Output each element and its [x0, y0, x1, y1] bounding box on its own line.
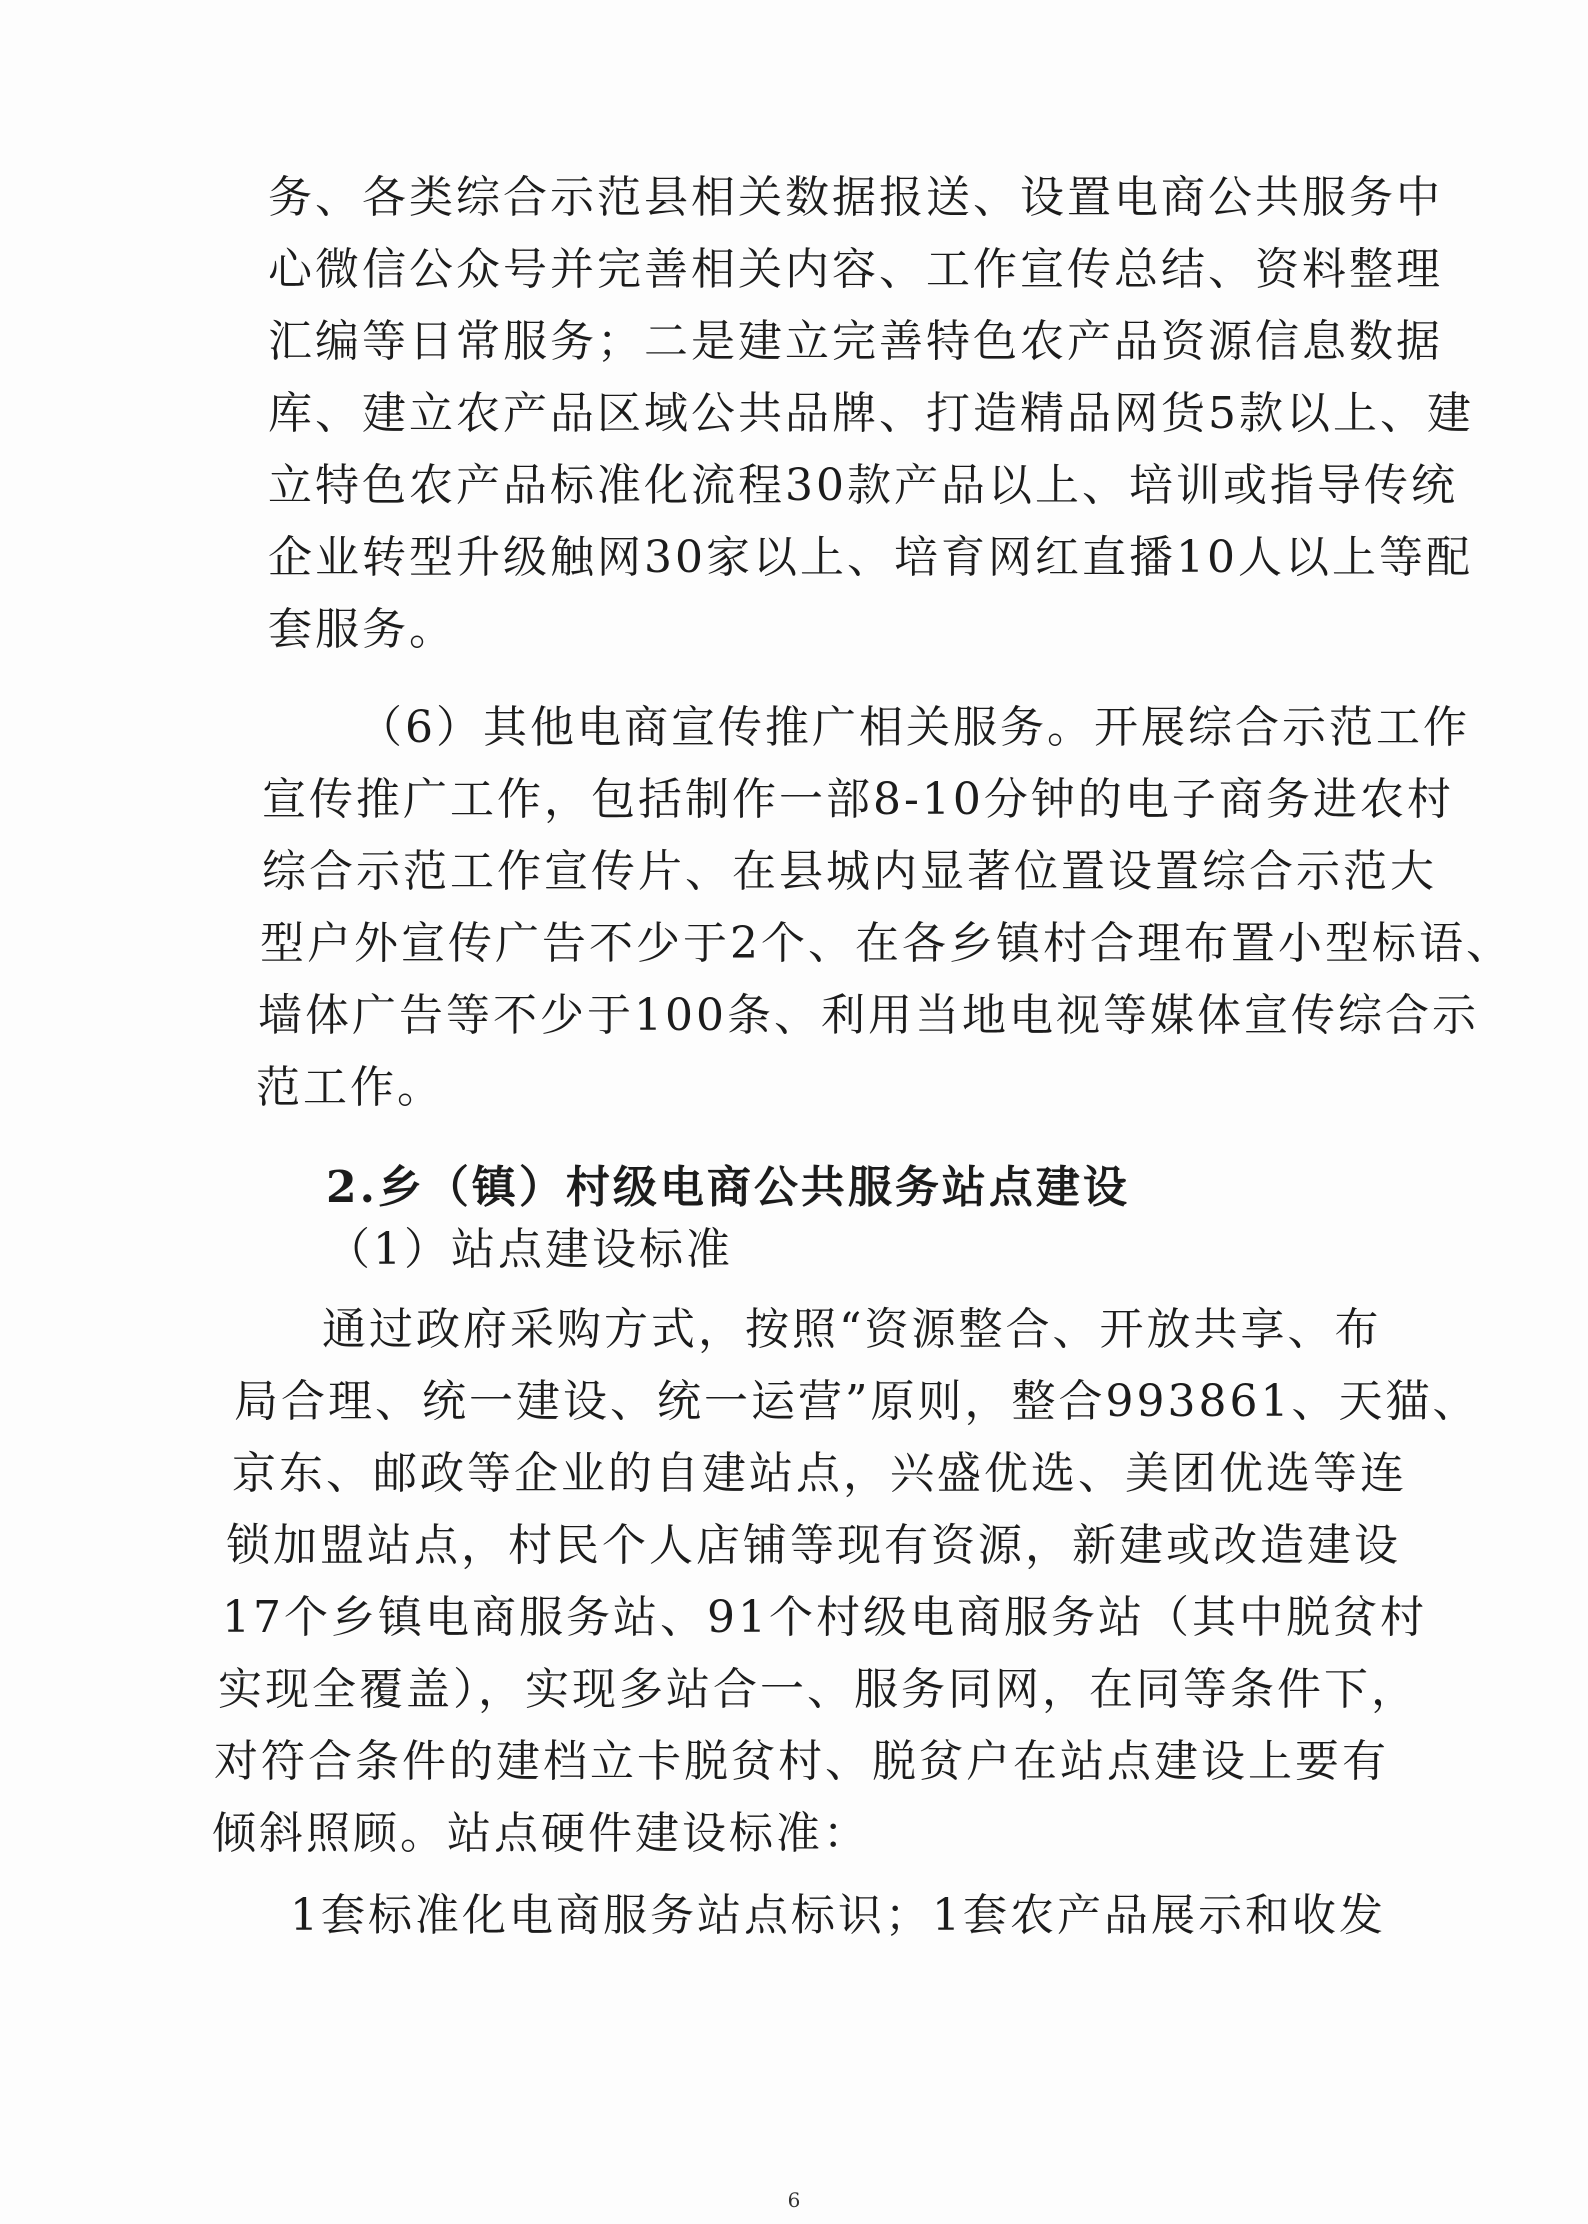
text-line: 心微信公众号并完善相关内容、工作宣传总结、资料整理	[268, 244, 1443, 295]
text-line: （6）其他电商宣传推广相关服务。开展综合示范工作	[358, 702, 1470, 753]
section-heading: 2.乡（镇）村级电商公共服务站点建设	[326, 1162, 1130, 1213]
text-line: 立特色农产品标准化流程30款产品以上、培训或指导传统	[268, 460, 1458, 511]
sub-heading: （1）站点建设标准	[326, 1224, 733, 1275]
text-line: 墙体广告等不少于100条、利用当地电视等媒体宣传综合示	[258, 990, 1479, 1041]
text-line: 宣传推广工作，包括制作一部8-10分钟的电子商务进农村	[262, 774, 1454, 825]
text-line: 汇编等日常服务；二是建立完善特色农产品资源信息数据	[268, 316, 1443, 367]
page-number: 6	[787, 2188, 801, 2212]
text-line: 企业转型升级触网30家以上、培育网红直播10人以上等配	[268, 532, 1473, 583]
text-line: 综合示范工作宣传片、在县城内显著位置设置综合示范大	[262, 846, 1437, 897]
text-line: 务、各类综合示范县相关数据报送、设置电商公共服务中	[268, 172, 1443, 223]
text-line: 局合理、统一建设、统一运营”原则，整合993861、天猫、	[234, 1376, 1480, 1427]
text-line: 1套标准化电商服务站点标识；1套农产品展示和收发	[290, 1890, 1386, 1941]
text-line: 锁加盟站点，村民个人店铺等现有资源，新建或改造建设	[226, 1520, 1401, 1571]
text-line: 17个乡镇电商服务站、91个村级电商服务站（其中脱贫村	[222, 1592, 1427, 1643]
text-line: 范工作。	[256, 1062, 444, 1113]
text-line: 倾斜照顾。站点硬件建设标准：	[212, 1808, 870, 1859]
text-line: 通过政府采购方式，按照“资源整合、开放共享、布	[322, 1304, 1382, 1355]
text-line: 套服务。	[268, 604, 456, 655]
text-line: 库、建立农产品区域公共品牌、打造精品网货5款以上、建	[268, 388, 1474, 439]
text-line: 型户外宣传广告不少于2个、在各乡镇村合理布置小型标语、	[260, 918, 1513, 969]
text-line: 实现全覆盖），实现多站合一、服务同网，在同等条件下，	[218, 1664, 1418, 1715]
text-line: 对符合条件的建档立卡脱贫村、脱贫户在站点建设上要有	[214, 1736, 1389, 1787]
text-line: 京东、邮政等企业的自建站点，兴盛优选、美团优选等连	[232, 1448, 1407, 1499]
